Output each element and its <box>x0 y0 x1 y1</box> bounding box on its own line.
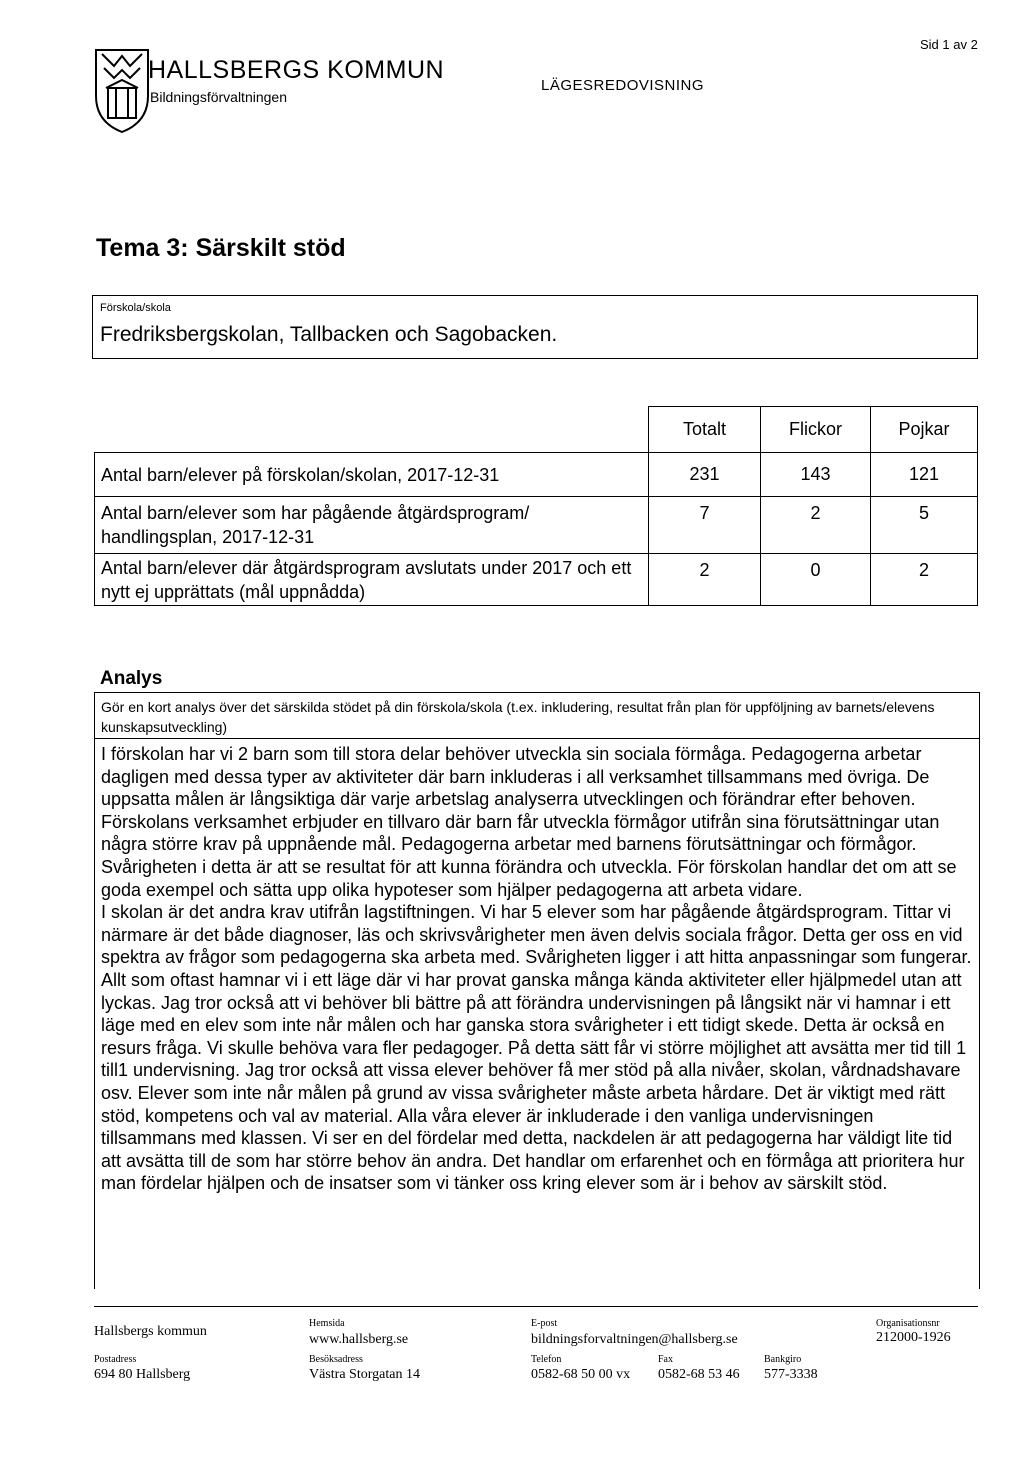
school-field-label: Förskola/skola <box>100 302 171 314</box>
footer-epost-link[interactable]: bildningsforvaltningen@hallsberg.se <box>531 1332 738 1347</box>
page-number: Sid 1 av 2 <box>920 37 978 52</box>
hallsberg-coat-of-arms-logo <box>92 44 152 134</box>
footer-postadress: 694 80 Hallsberg <box>94 1367 191 1382</box>
organization-name: HALLSBERGS KOMMUN <box>148 56 445 84</box>
table-cell: 0 <box>761 554 871 606</box>
column-header: Flickor <box>761 407 871 453</box>
table-cell: 2 <box>761 497 871 554</box>
organization-department: Bildningsförvaltningen <box>150 89 287 105</box>
footer-postadress-label: Postadress <box>94 1354 137 1365</box>
table-cell: 2 <box>871 554 978 606</box>
footer-bankgiro-label: Bankgiro <box>764 1354 802 1365</box>
school-field-value: Fredriksbergskolan, Tallbacken och Sagobacken. <box>100 323 558 346</box>
footer-besoksadress-label: Besöksadress <box>309 1354 363 1365</box>
analysis-paragraph: I förskolan har vi 2 barn som till stora delar behöver utveckla sin sociala förmåga. Pedagogerna arbetar dagligen med dessa typer av aktiviteter där barn inkluderas i all verksamhet tillsammans med övriga. De uppsatta målen är långsiktiga där varje arbetslag analyserra utvecklingen och förändrar efter behoven. Förskolans verksamhet erbjuder en tillvaro där barn får utveckla förmågor utifrån sina förutsättningar utan några större krav på uppnående mål. Pedagogerna arbetar med barnens förutsättningar och förmågor. Svårigheten i detta är att se resultat för att kunna förändra och utveckla. För förskolan handlar det om att se goda exempel och sätta upp olika hypoteser som hjälper pedagogerna att arbeta vidare. <box>101 744 957 900</box>
analysis-paragraph: I skolan är det andra krav utifrån lagstiftningen. Vi har 5 elever som har pågående åtgärdsprogram. Tittar vi närmare är det både diagnoser, läs och skrivsvårigheter men även delvis sociala frågor. Detta ger oss en vid spektra av frågor som pedagogerna ska arbeta med. Svårigheten ligger i att hitta anpassningar som fungerar. Allt som oftast hamnar vi i ett läge där vi har provat ganska många kända aktiviteter eller hjälpmedel utan att lyckas. Jag tror också att vi behöver bli bättre på att förändra undervisningen på långsikt när vi hamnar i ett läge med en elev som inte når målen och har ganska stora svårigheter i ett tidigt skede. Detta är också en resurs fråga. Vi skulle behöva vara fler pedagoger. På detta sätt får vi större möjlighet att avsätta mer tid till 1 till1 undervisning. Jag tror också att vissa elever behöver få mer stöd på alla nivåer, skolan, vårdnadshavare osv. Elever som inte når målen på grund av vissa svårigheter måste arbeta hårdare. Det är viktigt med rätt stöd, kompetens och val av material. Alla våra elever är inkluderade i den vanliga undervisningen tillsammans med klassen. Vi ser en del fördelar med detta, nackdelen är att pedagogerna har väldigt lite tid att avsätta till de som har större behov än andra. Det handlar om erfarenhet och en förmåga att prioritera hur man fördelar hjälpen och de insatser som vi tänker oss kring elever som är i behov av särskilt stöd. <box>101 902 972 1194</box>
divider <box>95 738 979 739</box>
table-row <box>95 453 978 497</box>
table-cell: 231 <box>649 453 761 497</box>
table-cell: 7 <box>649 497 761 554</box>
row-label: Antal barn/elever som har pågående åtgärdsprogram/ handlingsplan, 2017-12-31 <box>95 497 649 554</box>
column-header: Pojkar <box>871 407 978 453</box>
school-field <box>92 295 978 359</box>
analysis-heading: Analys <box>100 668 163 689</box>
table-row <box>95 497 978 554</box>
footer-fax-label: Fax <box>658 1354 673 1365</box>
footer-fax: 0582-68 53 46 <box>658 1367 740 1382</box>
footer-telefon-label: Telefon <box>531 1354 562 1365</box>
column-header: Totalt <box>649 407 761 453</box>
footer-hemsida-label: Hemsida <box>309 1318 345 1329</box>
document-type: LÄGESREDOVISNING <box>541 77 705 94</box>
row-label: Antal barn/elever på förskolan/skolan, 2017-12-31 <box>95 453 649 497</box>
table-header-row <box>95 407 978 453</box>
footer-besoksadress: Västra Storgatan 14 <box>309 1367 420 1382</box>
table-cell: 2 <box>649 554 761 606</box>
table-cell: 143 <box>761 453 871 497</box>
page-title: Tema 3: Särskilt stöd <box>96 234 346 262</box>
footer-org: Hallsbergs kommun <box>94 1324 207 1339</box>
footer-epost-label: E-post <box>531 1318 558 1329</box>
row-label: Antal barn/elever där åtgärdsprogram avslutats under 2017 och ett nytt ej upprättats (mål uppnådda) <box>95 554 649 606</box>
analysis-instruction: Gör en kort analys över det särskilda stödet på din förskola/skola (t.ex. inkludering, resultat från plan för uppföljning av barnets/elevens kunskapsutveckling) <box>101 699 935 735</box>
table-cell: 5 <box>871 497 978 554</box>
table-cell: 121 <box>871 453 978 497</box>
footer-divider <box>94 1306 978 1307</box>
table-row <box>95 554 978 606</box>
footer-orgnr: 212000-1926 <box>876 1330 951 1345</box>
footer-telefon: 0582-68 50 00 vx <box>531 1367 631 1382</box>
footer-orgnr-label: Organisationsnr <box>876 1318 940 1329</box>
analysis-box <box>94 692 980 1289</box>
footer-hemsida-link[interactable]: www.hallsberg.se <box>309 1332 409 1347</box>
footer-bankgiro: 577-3338 <box>764 1367 818 1382</box>
analysis-text <box>101 743 973 1195</box>
statistics-table <box>94 406 978 606</box>
